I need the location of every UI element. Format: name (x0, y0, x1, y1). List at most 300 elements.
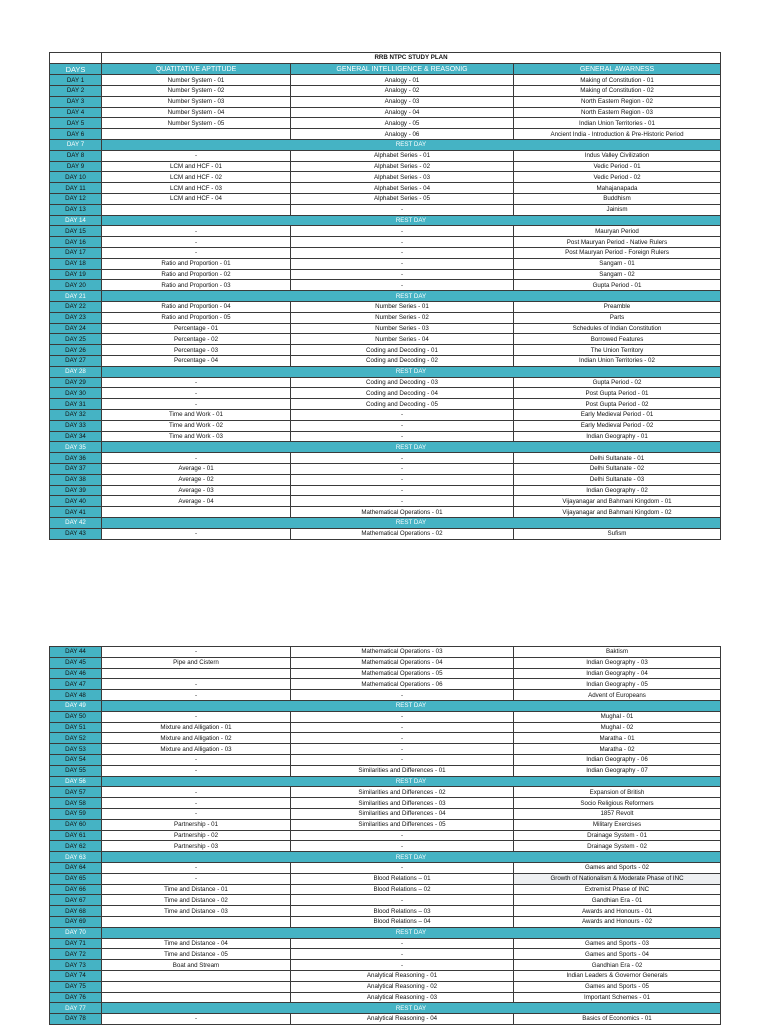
reasoning-topic: - (291, 938, 514, 949)
table-row (50, 841, 721, 852)
table-row (50, 798, 721, 809)
ga-topic: Awards and Honours - 01 (514, 906, 721, 917)
day-label: DAY 3 (50, 96, 102, 107)
table-row (50, 474, 721, 485)
day-label: DAY 44 (50, 647, 102, 658)
quant-topic: Number System - 01 (102, 75, 291, 86)
table-row (50, 86, 721, 97)
day-label: DAY 11 (50, 183, 102, 194)
table-row (50, 970, 721, 981)
day-label: DAY 63 (50, 852, 102, 863)
reasoning-topic: Coding and Decoding - 03 (291, 377, 514, 388)
ga-topic: Awards and Honours - 02 (514, 916, 721, 927)
day-label: DAY 9 (50, 161, 102, 172)
quant-topic: Ratio and Proportion - 02 (102, 269, 291, 280)
ga-topic: Sufism (514, 528, 721, 539)
day-label: DAY 68 (50, 906, 102, 917)
reasoning-topic: - (291, 830, 514, 841)
table-row (50, 647, 721, 658)
quant-topic: Mixture and Alligation - 03 (102, 744, 291, 755)
quant-topic: Time and Distance - 03 (102, 906, 291, 917)
quant-topic: - (102, 873, 291, 884)
reasoning-topic: Analogy - 03 (291, 96, 514, 107)
quant-topic: Number System - 03 (102, 96, 291, 107)
quant-topic: Ratio and Proportion - 05 (102, 312, 291, 323)
table-row (50, 410, 721, 421)
reasoning-topic: Mathematical Operations - 05 (291, 668, 514, 679)
reasoning-topic: - (291, 269, 514, 280)
table-row (50, 485, 721, 496)
rest-day-label: REST DAY (102, 140, 721, 151)
table-row (50, 960, 721, 971)
ga-topic: Post Gupta Period - 01 (514, 388, 721, 399)
reasoning-topic: - (291, 463, 514, 474)
header-row (50, 63, 721, 75)
reasoning-topic: - (291, 690, 514, 701)
table-row (50, 722, 721, 733)
rest-day-label: REST DAY (102, 1003, 721, 1014)
rest-day-label: REST DAY (102, 852, 721, 863)
reasoning-topic: Number Series - 01 (291, 302, 514, 313)
quant-topic (102, 992, 291, 1003)
day-label: DAY 55 (50, 765, 102, 776)
study-plan-table-part-2 (49, 646, 721, 1025)
header-ga: GENERAL AWARNESS (514, 63, 721, 75)
ga-topic: Vedic Period - 01 (514, 161, 721, 172)
day-label: DAY 56 (50, 776, 102, 787)
day-label: DAY 75 (50, 981, 102, 992)
table-row (50, 765, 721, 776)
table-row (50, 668, 721, 679)
quant-topic: - (102, 377, 291, 388)
ga-topic: Indian Geography - 01 (514, 431, 721, 442)
ga-topic: Maratha - 02 (514, 744, 721, 755)
quant-topic (102, 668, 291, 679)
day-label: DAY 74 (50, 970, 102, 981)
reasoning-topic: - (291, 485, 514, 496)
table-row (50, 431, 721, 442)
header-reasoning: GENERAL INTELLIGENCE & REASONIG (291, 63, 514, 75)
quant-topic: - (102, 765, 291, 776)
ga-topic: Indian Union Territories - 02 (514, 356, 721, 367)
quant-topic: Time and Work - 02 (102, 420, 291, 431)
table-row (50, 711, 721, 722)
reasoning-topic: Mathematical Operations - 04 (291, 657, 514, 668)
table-row (50, 258, 721, 269)
reasoning-topic: Alphabet Series - 05 (291, 194, 514, 205)
quant-topic: Mixture and Alligation - 02 (102, 733, 291, 744)
quant-topic: - (102, 453, 291, 464)
quant-topic: Average - 04 (102, 496, 291, 507)
ga-topic: Making of Constitution - 01 (514, 75, 721, 86)
rest-day-row (50, 366, 721, 377)
ga-topic: Sangam - 02 (514, 269, 721, 280)
table-row (50, 808, 721, 819)
ga-topic: Mahajanapada (514, 183, 721, 194)
table-row (50, 323, 721, 334)
table-row (50, 938, 721, 949)
ga-topic: Gupta Period - 01 (514, 280, 721, 291)
quant-topic: Number System - 02 (102, 86, 291, 97)
quant-topic: Time and Work - 01 (102, 410, 291, 421)
ga-topic: Indian Geography - 03 (514, 657, 721, 668)
quant-topic: Time and Distance - 05 (102, 949, 291, 960)
reasoning-topic: Similarities and Differences - 01 (291, 765, 514, 776)
ga-topic: Games and Sports - 03 (514, 938, 721, 949)
day-label: DAY 76 (50, 992, 102, 1003)
quant-topic: Percentage - 04 (102, 356, 291, 367)
quant-topic: Time and Distance - 01 (102, 884, 291, 895)
day-label: DAY 58 (50, 798, 102, 809)
ga-topic: Growth of Nationalism & Moderate Phase of INC (514, 873, 721, 884)
table-row (50, 269, 721, 280)
reasoning-topic: Analytical Reasoning - 01 (291, 970, 514, 981)
table-row (50, 463, 721, 474)
ga-topic: Socio Religious Reformers (514, 798, 721, 809)
ga-topic: Baktism (514, 647, 721, 658)
day-label: DAY 33 (50, 420, 102, 431)
day-label: DAY 25 (50, 334, 102, 345)
reasoning-topic: - (291, 431, 514, 442)
table-row (50, 107, 721, 118)
rest-day-label: REST DAY (102, 442, 721, 453)
day-label: DAY 24 (50, 323, 102, 334)
ga-topic: Military Exercises (514, 819, 721, 830)
day-label: DAY 21 (50, 291, 102, 302)
reasoning-topic: Analytical Reasoning - 04 (291, 1014, 514, 1025)
ga-topic: Early Medieval Period - 02 (514, 420, 721, 431)
ga-topic: 1857 Revolt (514, 808, 721, 819)
table-row (50, 377, 721, 388)
quant-topic: Ratio and Proportion - 03 (102, 280, 291, 291)
table-row (50, 884, 721, 895)
day-label: DAY 2 (50, 86, 102, 97)
ga-topic: Gandhian Era - 02 (514, 960, 721, 971)
quant-topic: Partnership - 02 (102, 830, 291, 841)
day-label: DAY 69 (50, 916, 102, 927)
table-row (50, 356, 721, 367)
table-row (50, 75, 721, 86)
day-label: DAY 46 (50, 668, 102, 679)
table-row (50, 754, 721, 765)
quant-topic (102, 970, 291, 981)
table-row (50, 1014, 721, 1025)
reasoning-topic: Analogy - 02 (291, 86, 514, 97)
ga-topic: Drainage System - 02 (514, 841, 721, 852)
reasoning-topic: Analytical Reasoning - 02 (291, 981, 514, 992)
quant-topic: Ratio and Proportion - 01 (102, 258, 291, 269)
day-label: DAY 47 (50, 679, 102, 690)
day-label: DAY 52 (50, 733, 102, 744)
ga-topic: North Eastern Region - 02 (514, 96, 721, 107)
day-label: DAY 28 (50, 366, 102, 377)
ga-topic: Post Gupta Period - 02 (514, 399, 721, 410)
table-row (50, 830, 721, 841)
day-label: DAY 64 (50, 862, 102, 873)
rest-day-row (50, 442, 721, 453)
quant-topic: - (102, 647, 291, 658)
quant-topic: - (102, 787, 291, 798)
ga-topic: Parts (514, 312, 721, 323)
day-label: DAY 13 (50, 204, 102, 215)
ga-topic: Basics of Economics - 01 (514, 1014, 721, 1025)
reasoning-topic: - (291, 960, 514, 971)
reasoning-topic: Blood Relations – 02 (291, 884, 514, 895)
reasoning-topic: Coding and Decoding - 04 (291, 388, 514, 399)
ga-topic: Indus Valley Civilization (514, 150, 721, 161)
table-row (50, 733, 721, 744)
quant-topic: LCM and HCF - 03 (102, 183, 291, 194)
rest-day-row (50, 140, 721, 151)
day-label: DAY 19 (50, 269, 102, 280)
ga-topic: Ancient India - Introduction & Pre-Historic Period (514, 129, 721, 140)
rest-day-row (50, 291, 721, 302)
day-label: DAY 23 (50, 312, 102, 323)
reasoning-topic: Alphabet Series - 01 (291, 150, 514, 161)
reasoning-topic: - (291, 226, 514, 237)
quant-topic: - (102, 1014, 291, 1025)
rest-day-label: REST DAY (102, 927, 721, 938)
reasoning-topic: - (291, 474, 514, 485)
ga-topic: Schedules of Indian Constitution (514, 323, 721, 334)
quant-topic: - (102, 690, 291, 701)
reasoning-topic: Coding and Decoding - 01 (291, 345, 514, 356)
rest-day-label: REST DAY (102, 517, 721, 528)
day-label: DAY 8 (50, 150, 102, 161)
quant-topic: Number System - 05 (102, 118, 291, 129)
day-label: DAY 61 (50, 830, 102, 841)
ga-topic: Preamble (514, 302, 721, 313)
table-row (50, 194, 721, 205)
rest-day-row (50, 517, 721, 528)
page-title: RRB NTPC STUDY PLAN (102, 53, 721, 64)
reasoning-topic: - (291, 248, 514, 259)
day-label: DAY 49 (50, 700, 102, 711)
ga-topic: Advent of Europeans (514, 690, 721, 701)
table-row (50, 226, 721, 237)
quant-topic (102, 204, 291, 215)
quant-topic (102, 981, 291, 992)
quant-topic: Partnership - 03 (102, 841, 291, 852)
quant-topic: - (102, 808, 291, 819)
rest-day-label: REST DAY (102, 366, 721, 377)
table-row (50, 453, 721, 464)
day-label: DAY 34 (50, 431, 102, 442)
ga-topic: North Eastern Region - 03 (514, 107, 721, 118)
quant-topic: Boat and Stream (102, 960, 291, 971)
ga-topic: Borrowed Features (514, 334, 721, 345)
ga-topic: Expansion of British (514, 787, 721, 798)
day-label: DAY 73 (50, 960, 102, 971)
reasoning-topic: Blood Relations – 03 (291, 906, 514, 917)
reasoning-topic: Analogy - 01 (291, 75, 514, 86)
reasoning-topic: - (291, 237, 514, 248)
reasoning-topic: Alphabet Series - 02 (291, 161, 514, 172)
table-row (50, 420, 721, 431)
day-label: DAY 50 (50, 711, 102, 722)
ga-topic: Indian Geography - 05 (514, 679, 721, 690)
reasoning-topic: Blood Relations – 01 (291, 873, 514, 884)
day-label: DAY 35 (50, 442, 102, 453)
reasoning-topic: Similarities and Differences - 04 (291, 808, 514, 819)
day-label: DAY 27 (50, 356, 102, 367)
quant-topic (102, 507, 291, 518)
day-label: DAY 43 (50, 528, 102, 539)
quant-topic: - (102, 399, 291, 410)
ga-topic: Delhi Sultanate - 03 (514, 474, 721, 485)
reasoning-topic: - (291, 711, 514, 722)
table-row (50, 118, 721, 129)
day-label: DAY 1 (50, 75, 102, 86)
reasoning-topic: Mathematical Operations - 03 (291, 647, 514, 658)
day-label: DAY 41 (50, 507, 102, 518)
quant-topic: Percentage - 01 (102, 323, 291, 334)
rest-day-label: REST DAY (102, 700, 721, 711)
day-label: DAY 18 (50, 258, 102, 269)
table-row (50, 150, 721, 161)
reasoning-topic: - (291, 895, 514, 906)
day-label: DAY 48 (50, 690, 102, 701)
reasoning-topic: - (291, 744, 514, 755)
day-label: DAY 78 (50, 1014, 102, 1025)
day-label: DAY 17 (50, 248, 102, 259)
reasoning-topic: Mathematical Operations - 01 (291, 507, 514, 518)
ga-topic: Vedic Period - 02 (514, 172, 721, 183)
table-row (50, 96, 721, 107)
ga-topic: Early Medieval Period - 01 (514, 410, 721, 421)
quant-topic: Average - 02 (102, 474, 291, 485)
table-row (50, 172, 721, 183)
table-row (50, 906, 721, 917)
day-label: DAY 29 (50, 377, 102, 388)
quant-topic: - (102, 248, 291, 259)
table-row (50, 916, 721, 927)
ga-topic: Drainage System - 01 (514, 830, 721, 841)
ga-topic: Games and Sports - 04 (514, 949, 721, 960)
ga-topic: Post Mauryan Period - Foreign Rulers (514, 248, 721, 259)
day-label: DAY 16 (50, 237, 102, 248)
reasoning-topic: Number Series - 02 (291, 312, 514, 323)
ga-topic: Indian Geography - 02 (514, 485, 721, 496)
table-row (50, 312, 721, 323)
reasoning-topic: - (291, 733, 514, 744)
quant-topic: Percentage - 03 (102, 345, 291, 356)
corner-cell (50, 53, 102, 64)
day-label: DAY 70 (50, 927, 102, 938)
ga-topic: Indian Union Territories - 01 (514, 118, 721, 129)
table-row (50, 496, 721, 507)
table-row (50, 895, 721, 906)
day-label: DAY 15 (50, 226, 102, 237)
table-row (50, 528, 721, 539)
reasoning-topic: Number Series - 04 (291, 334, 514, 345)
rest-day-row (50, 927, 721, 938)
quant-topic: Number System - 04 (102, 107, 291, 118)
table-row (50, 399, 721, 410)
day-label: DAY 67 (50, 895, 102, 906)
table-row (50, 873, 721, 884)
rest-day-row (50, 852, 721, 863)
reasoning-topic: Coding and Decoding - 02 (291, 356, 514, 367)
reasoning-topic: Alphabet Series - 04 (291, 183, 514, 194)
day-label: DAY 20 (50, 280, 102, 291)
day-label: DAY 37 (50, 463, 102, 474)
table-row (50, 388, 721, 399)
table-row (50, 992, 721, 1003)
day-label: DAY 31 (50, 399, 102, 410)
quant-topic: Average - 03 (102, 485, 291, 496)
table-row (50, 949, 721, 960)
reasoning-topic: Similarities and Differences - 03 (291, 798, 514, 809)
reasoning-topic: - (291, 420, 514, 431)
quant-topic: - (102, 711, 291, 722)
header-days: DAYS (50, 63, 102, 75)
table-row (50, 981, 721, 992)
rest-day-label: REST DAY (102, 291, 721, 302)
table-row (50, 280, 721, 291)
ga-topic: Vijayanagar and Bahmani Kingdom - 01 (514, 496, 721, 507)
reasoning-topic: Blood Relations – 04 (291, 916, 514, 927)
ga-topic: Making of Constitution - 02 (514, 86, 721, 97)
day-label: DAY 71 (50, 938, 102, 949)
reasoning-topic: Similarities and Differences - 02 (291, 787, 514, 798)
table-row (50, 129, 721, 140)
rest-day-row (50, 700, 721, 711)
reasoning-topic: - (291, 841, 514, 852)
quant-topic: - (102, 226, 291, 237)
day-label: DAY 14 (50, 215, 102, 226)
table-row (50, 334, 721, 345)
reasoning-topic: Coding and Decoding - 05 (291, 399, 514, 410)
quant-topic: Partnership - 01 (102, 819, 291, 830)
reasoning-topic: - (291, 280, 514, 291)
rest-day-row (50, 1003, 721, 1014)
day-label: DAY 26 (50, 345, 102, 356)
reasoning-topic: - (291, 722, 514, 733)
day-label: DAY 40 (50, 496, 102, 507)
quant-topic: - (102, 798, 291, 809)
reasoning-topic: - (291, 410, 514, 421)
quant-topic: LCM and HCF - 01 (102, 161, 291, 172)
quant-topic (102, 129, 291, 140)
day-label: DAY 39 (50, 485, 102, 496)
reasoning-topic: Number Series - 03 (291, 323, 514, 334)
quant-topic: Time and Distance - 04 (102, 938, 291, 949)
table-row (50, 237, 721, 248)
quant-topic: Average - 01 (102, 463, 291, 474)
ga-topic: Gupta Period - 02 (514, 377, 721, 388)
ga-topic: Gandhian Era - 01 (514, 895, 721, 906)
day-label: DAY 32 (50, 410, 102, 421)
quant-topic: Time and Distance - 02 (102, 895, 291, 906)
table-row (50, 862, 721, 873)
day-label: DAY 51 (50, 722, 102, 733)
ga-topic: Vijayanagar and Bahmani Kingdom - 02 (514, 507, 721, 518)
reasoning-topic: Mathematical Operations - 02 (291, 528, 514, 539)
quant-topic: Ratio and Proportion - 04 (102, 302, 291, 313)
study-plan-table-part-1 (49, 52, 721, 540)
day-label: DAY 42 (50, 517, 102, 528)
day-label: DAY 38 (50, 474, 102, 485)
ga-topic: Maratha - 01 (514, 733, 721, 744)
table-row (50, 204, 721, 215)
ga-topic: Mauryan Period (514, 226, 721, 237)
quant-topic: - (102, 679, 291, 690)
quant-topic: Time and Work - 03 (102, 431, 291, 442)
ga-topic: Important Schemes - 01 (514, 992, 721, 1003)
day-label: DAY 6 (50, 129, 102, 140)
day-label: DAY 66 (50, 884, 102, 895)
